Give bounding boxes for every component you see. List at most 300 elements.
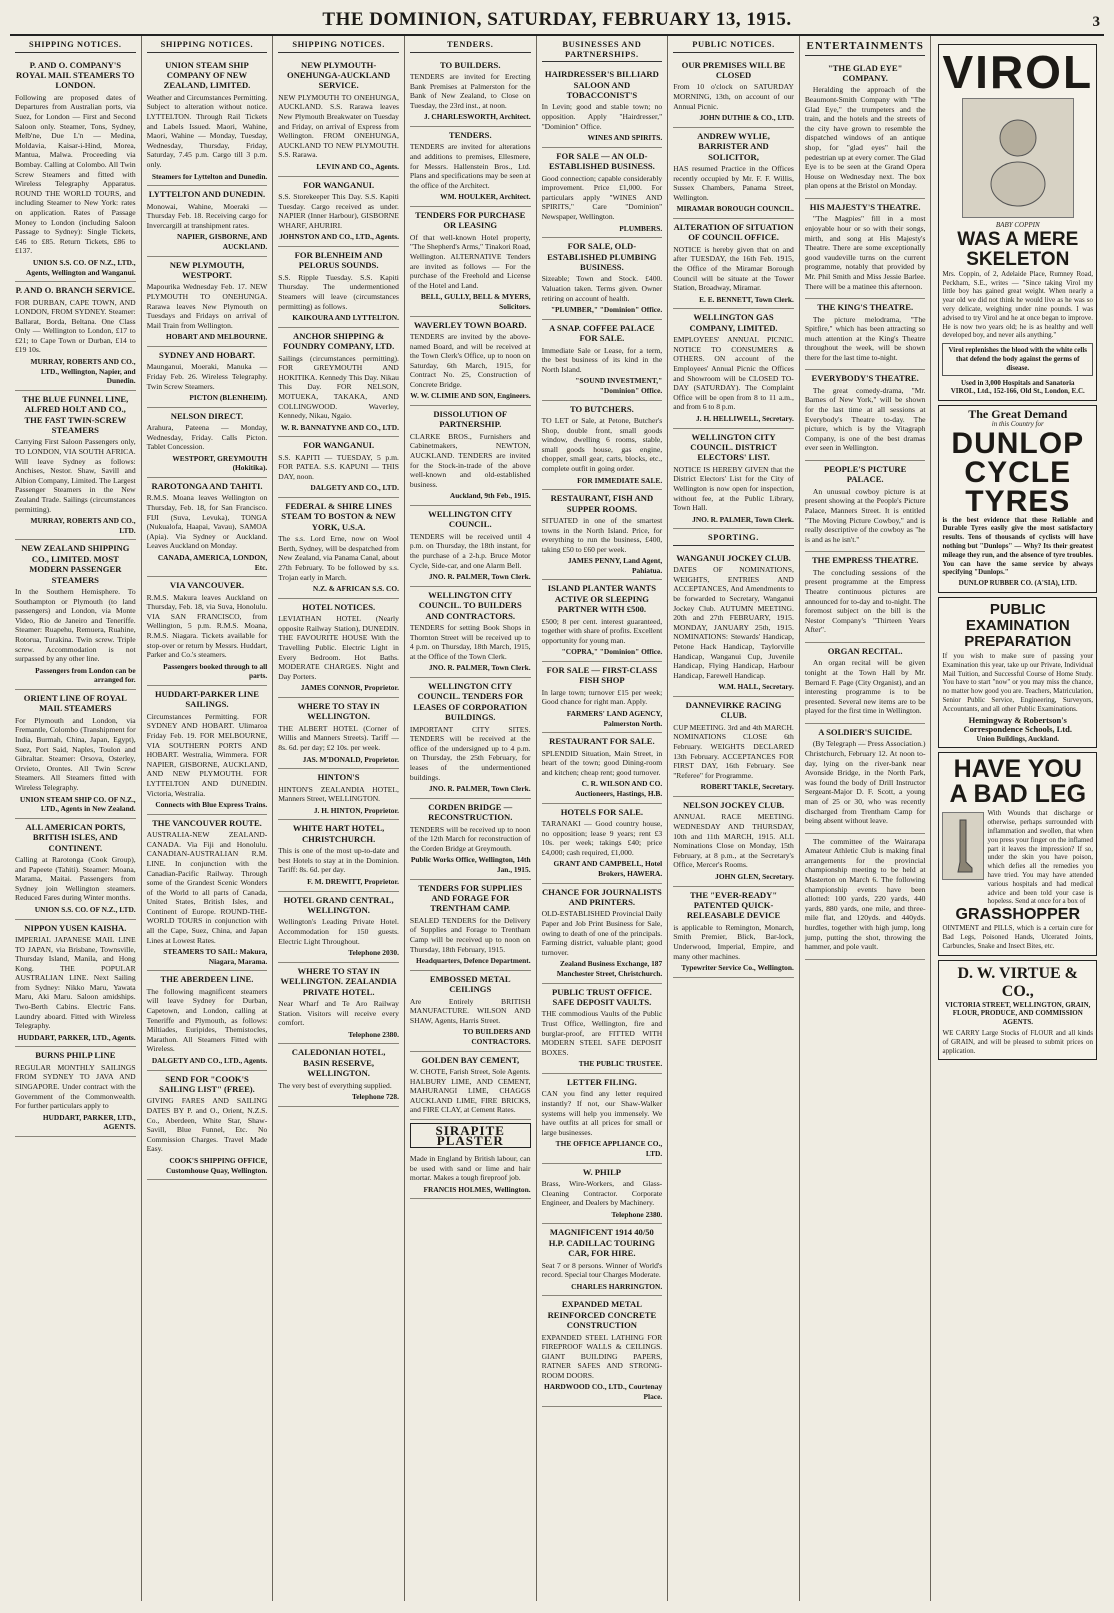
shipping-ad [147,57,268,187]
news-item [805,643,926,724]
virtue-text: VICTORIA STREET, WELLINGTON, GRAIN, FLOUR, PRODUCE, AND COMMISSION AGENTS. [945,1000,1091,1027]
ad-title: PUBLIC TRUST OFFICE. SAFE DEPOSIT VAULTS. [552,986,652,1007]
ad-title: W. PHILP [582,1166,622,1177]
ad-signature: Auckland, 9th Feb., 1915. [449,491,531,501]
shipping-ad [15,282,136,391]
dunlop-text: is the best evidence that these Reliable and Durable Tyres easily give the most satisfactory results. Tens of thousands of cyclists will have nothing but "Dunlops" — Why? Its their greatest mileage they run, and the absence of tyre troubles. You can have the same service by always specifying "Dunlops." [942,515,1094,577]
ad-text: Monowai, Wahine, Moeraki — Thursday Feb. 18. Receiving cargo for Invercargill at transhipment rates. [146,201,268,230]
sporting-notice [673,697,794,797]
business-ad [542,401,663,491]
ad-signature: JOHNSTON AND CO., LTD., Agents. [279,232,399,242]
news-item [805,834,926,960]
ad-title: EXPANDED METAL REINFORCED CONCRETE CONSTRUCTION [547,1299,657,1331]
ad-signature: JAMES PENNY, Land Agent, Pahiatua. [567,556,663,575]
ad-signature: Telephone 2380. [348,1029,399,1039]
item-heading: THE EMPRESS THEATRE. [811,555,919,566]
ad-title: WELLINGTON CITY COUNCIL. TO BUILDERS AND CONTRACTORS. [418,589,522,621]
ad-title: WELLINGTON CITY COUNCIL. DISTRICT ELECTORS' LIST. [690,431,777,463]
ad-title: CHANCE FOR JOURNALISTS AND PRINTERS. [541,886,662,907]
ad-signature: WM. HOULKER, Architect. [440,192,531,202]
ad-title: WELLINGTON CITY COUNCIL. TENDERS FOR LEASES OF CORPORATION BUILDINGS. [413,681,528,723]
virtue-note: WE CARRY Large Stocks of FLOUR and all kinds of GRAIN, and will be pleased to submit prices on application. [942,1029,1094,1055]
ad-title: FOR SALE, OLD-ESTABLISHED PLUMBING BUSINESS. [547,241,657,272]
column-header: SHIPPING NOTICES. [15,40,136,53]
item-heading: A SOLDIER'S SUICIDE. [818,726,913,737]
news-item [805,552,926,643]
ad-text: Wellington's Leading Private Hotel. Accommodation for 150 guests. Electric Light Throughout. [278,917,399,946]
ad-signature: W. W. CLIMIE AND SON, Engineers. [410,391,531,401]
ad-signature: ROBERT TAKLE, Secretary. [700,782,794,792]
public-notice [673,429,794,530]
ad-title: WHERE TO STAY IN WELLINGTON. [297,701,380,722]
item-text: An unusual cowboy picture is at present showing at the People's Picture Palace, Manners Street. It is entitled "The Moving Picture Cowboy," and is really descriptive of the cowboy as "he is and as he isn't." [804,486,926,544]
shipping-ad [147,1071,268,1181]
ad-signature: JOHN GLEN, Secretary. [715,871,794,881]
shipping-ad [147,478,268,577]
ad-text: The following magnificent steamers will leave Sydney for Durban, Capetown, and London, calling at Teneriffe and Plymouth, as follows: Miltiades, Euripides, Themistocles, Marathon. All Steamers Fitted with Wireless. [146,986,268,1054]
ad-signature: Passengers from London can be arranged for. [35,665,136,685]
business-ad [542,884,663,984]
ad-title: VIA VANCOUVER. [169,580,245,591]
shipping-ad [278,177,399,247]
item-heading: THE KING'S THEATRE. [817,302,914,313]
exam-address: Union Buildings, Auckland. [976,734,1060,743]
baby-photo-icon [962,98,1074,218]
ad-signature: WESTPORT, GREYMOUTH (Hokitika). [172,453,268,473]
ad-text: GIVING FARES AND SAILING DATES BY P. and O., Orient, N.Z.S. Co., Aberdeen, White Star, Shaw-Savill, Blue Funnel, Etc. No Commission Charges. Travel Made Easy. [146,1096,268,1154]
baby-illustration-icon [978,108,1058,208]
columns [10,36,1104,1601]
ad-title: P. AND O. BRANCH SERVICE. [15,285,136,296]
ad-title: LYTTELTON AND DUNEDIN. [148,189,266,200]
exam-ad [938,597,1097,749]
shipping-ad [147,971,268,1070]
ad-signature: CANADA, AMERICA, LONDON, Etc. [157,553,268,572]
tender-notice [410,880,531,971]
ad-signature: Zealand Business Exchange, 187 Manchester Street, Christchurch. [556,959,663,978]
ad-title: RESTAURANT, FISH AND SUPPER ROOMS. [550,493,654,514]
ad-text: TENDERS are invited for alterations and additions to premises, Ellesmere, for Messrs. Hallenstein Bros., Ltd. Plans and specifications may be seen at the office of the Architect. [409,142,531,190]
ad-title: TO BUTCHERS. [569,403,634,414]
ad-signature: HUDDART, PARKER, LTD., AGENTS. [42,1112,136,1132]
ad-signature: "SOUND INVESTMENT," "Dominion" Office. [575,376,663,395]
ad-text: CLARKE BROS., Furnishers and Cabinetmakers, NEWTON, AUCKLAND. TENDERS are invited for the Stock-in-trade of the above well-known and old-established business. [409,431,531,489]
ad-signature: PLUMBERS. [619,223,663,233]
tender-notice [410,1151,531,1199]
ad-signature: Telephone 2030. [348,948,399,958]
item-text: The picture melodrama, "The Spitfire," which has been attracting so much attention at the King's Theatre throughout the week, will be shown there for the last time to-night. [804,314,926,362]
ad-signature: Headquarters, Defence Department. [416,956,531,966]
column-public-notices [668,36,800,1601]
ad-text: THE commodious Vaults of the Public Trust Office, Wellington, fire and burglar-proof, are FITTED WITH MODERN STEEL SAFE DEPOSIT BOXES. [541,1009,663,1057]
exam-headline: PUBLIC EXAMINATION PREPARATION [964,600,1072,650]
ad-title: LETTER FILING. [567,1076,637,1087]
column-header: BUSINESSES AND PARTNERSHIPS. [542,40,663,62]
ad-text: TENDERS for setting Book Shops in Thornton Street will be received up to 4 p.m. on Thursday, 18th March, 1915, at the Office of the Town Clerk. [409,623,531,661]
ad-signature: UNION STEAM SHIP CO. OF N.Z., LTD., Agents in New Zealand. [19,794,136,814]
grasshopper-brand: GRASSHOPPER [955,906,1080,924]
ad-title: TO BUILDERS. [439,59,501,70]
ad-signature: JAMES CONNOR, Proprietor. [300,683,399,693]
sporting-notice [673,797,794,887]
hotel-ad [278,963,399,1045]
ad-signature: PICTON (BLENHEIM). [189,393,268,403]
ad-title: NEW ZEALAND SHIPPING CO., LIMITED. MOST MODERN PASSENGER STEAMERS [21,543,130,585]
ad-text: THE ALBERT HOTEL (Corner of Willis and Manners Streets). Tariff — 8s. 6d. per day; £2 10s. per week. [278,723,399,752]
shipping-ad [15,540,136,690]
dunlop-ad [938,405,1097,593]
ad-text: S.S. Ripple Tuesday. S.S. Kapiti Thursday. The undermentioned Steamers will leave (circumstances permitting) as follows. [278,272,399,311]
business-ad [542,733,663,803]
ad-signature: F. M. DREWITT, Proprietor. [307,876,399,886]
item-text: "The Magpies" fill in a most enjoyable hour or so with their songs, mirth, and song at His Majesty's Theatre. There are some exceptionally good vaudeville turns on the current programme, notably that provided by Mr. Phil Smith and Miss Jessie Barlee. There will be a matinee this afternoon. [804,214,926,291]
grasshopper-headline: HAVE YOU A BAD LEG [949,755,1087,809]
column-header: SHIPPING NOTICES. [147,40,268,53]
ad-text: Maunganui, Moeraki, Manuka — Friday Feb. 26. Wireless Telegraphy. Twin Screw Steamers. [146,362,268,391]
section-title: ENTERTAINMENTS [805,40,926,56]
ad-title: TENDERS FOR PURCHASE OR LEASING [415,209,526,231]
news-item [805,724,926,834]
ad-title: ANDREW WYLIE, BARRISTER AND SOLICITOR, [697,130,770,162]
item-heading: HIS MAJESTY'S THEATRE. [809,201,921,212]
ad-signature: JNO. R. PALMER, Town Clerk. [428,663,531,673]
dunlop-tyres: TYRES [965,484,1071,518]
ad-text: The s.s. Lord Erne, now on Wool Berth, Sydney, will be despatched from New Zealand, via Panama Canal, about 27th February. To be followed by s.s. Trojan early in March. [278,534,399,582]
shipping-ad [15,819,136,920]
ad-title: CALEDONIAN HOTEL, BASIN RESERVE, WELLINGTON. [291,1047,386,1079]
ad-title: HOTELS FOR SALE. [560,806,644,817]
ad-signature: Passengers booked through to all parts. [163,661,268,681]
hotel-ad [278,892,399,963]
column-tenders [405,36,537,1601]
business-ad [542,148,663,238]
ad-title: NEW PLYMOUTH-ONEHUNGA-AUCKLAND SERVICE. [287,59,391,91]
ad-title: THE ABERDEEN LINE. [160,974,254,985]
sporting-header: SPORTING. [673,533,794,546]
virtue-name: D. W. VIRTUE & CO., [957,964,1079,1000]
tender-notice [410,971,531,1052]
leg-icon [952,818,974,874]
ad-signature: LEVIN AND CO., Agents. [316,161,399,171]
shipping-ad [147,186,268,256]
ad-signature: W. R. BANNATYNE AND CO., LTD. [280,422,399,432]
shipping-ad [15,920,136,1048]
ad-title: HINTON'S [317,772,360,783]
news-item [805,60,926,199]
shipping-ad [147,577,268,686]
ad-text: Calling at Rarotonga (Cook Group), and Papeete (Tahiti). Steamer: Moana, Marama, Maitai. Passengers from Sydney join Wellington steamers. Reduced Fares during Winter months. [15,854,136,903]
tender-notice [410,506,531,587]
ad-text: R.M.S. Makura leaves Auckland on Thursday, Feb. 18, via Suva, Honolulu. VIA SAN FRANCISCO, from Wellington, 5 p.m. R.M.S. Moana, R.M.S. Niagara. Tickets available for stop-over or return by Messrs. Huddart, Parker and Co.'s steamers. [146,592,268,660]
shipping-ad [15,391,136,541]
ad-text: In Levin; good and stable town; no opposition. Apply "Hairdresser," "Dominion" Office. [541,102,663,131]
ad-title: WHITE HART HOTEL, CHRISTCHURCH. [292,823,385,844]
ad-title: WELLINGTON GAS COMPANY, LIMITED. [689,312,778,333]
tender-notice [410,678,531,799]
ad-title: NELSON DIRECT. [170,410,244,421]
column-shipping-hotels [273,36,405,1601]
ad-signature: KAIKOURA AND LYTTELTON. [292,313,399,323]
ad-text: NOTICE is hereby given that on and after TUESDAY, the 16th Feb. 1915, the Office of the Miramar Borough Council will be situate at the Tower Station, Broadway, Miramar. [673,244,794,293]
ad-title: UNION STEAM SHIP COMPANY OF NEW ZEALAND, LIMITED. [163,59,251,91]
ad-title: P. AND O. COMPANY'S ROYAL MAIL STEAMERS TO LONDON. [16,59,135,91]
sporting-notice [673,550,794,697]
ad-title: HOTEL NOTICES. [302,601,376,612]
ad-signature: UNION S.S. CO. OF N.Z., LTD. [34,904,136,914]
ad-signature: Connects with Blue Express Trains. [155,800,268,810]
ad-title: NEW PLYMOUTH, WESTPORT. [169,259,245,280]
public-notice [673,887,794,978]
item-heading: EVERYBODY'S THEATRE. [811,373,919,384]
ad-signature: FRANCIS HOLMES, Wellington. [423,1184,531,1194]
public-notice [673,309,794,428]
ad-signature: FARMERS' LAND AGENCY, Palmerston North. [566,709,663,728]
ad-text: TENDERS will be received up to noon of the 12th March for reconstruction of the Corden Bridge at Greymouth. [409,824,531,853]
column-display-ads [931,36,1104,1601]
ad-title: DISSOLUTION OF PARTNERSHIP. [433,409,508,430]
column-header: PUBLIC NOTICES. [673,40,794,53]
virol-brand: VIROL [942,46,1094,98]
ad-signature: UNION S.S. CO. OF N.Z., LTD., Agents, Wellington and Wanganui. [26,257,136,277]
ad-signature: J. CHARLESWORTH, Architect. [424,112,531,122]
item-text: An organ recital will be given tonight at the Town Hall by Mr. Bernard F. Page (City Organist), and an interesting programme is to be presented. Several new items are to be played for the first time in Wellington. [804,658,926,716]
hotel-ad [278,769,399,820]
ad-title: ALL AMERICAN PORTS, BRITISH ISLES, AND CONTINENT. [25,821,126,853]
column-entertainments [800,36,932,1601]
tender-notice [410,127,531,207]
ad-title: MAGNIFICENT 1914 40/50 H.P. CADILLAC TOURING CAR, FOR HIRE. [548,1227,656,1259]
ad-text: EMPLOYEES' ANNUAL PICNIC. NOTICE TO CONSUMERS & OTHERS. ON account of the Employees' Annual Picnic the Offices and Showroom will be CLOSED TO-DAY (SATURDAY). The Complaint Office will be open from 8 to 11 a.m., and from 6 to 8 p.m. [673,335,794,412]
ad-signature: STEAMERS TO SAIL: Makura, Niagara, Marama. [163,947,268,966]
virol-tagline: Virol replenishes the blood with the white cells that defend the body against the germs of disease. [942,343,1093,375]
ad-signature: THE PUBLIC TRUSTEE. [578,1059,663,1069]
ad-text: Made in England by British labour, can be used with sand or lime and hair mortar. Makes a tough fireproof job. [409,1154,531,1183]
ad-signature: NAPIER, GISBORNE, AND AUCKLAND. [176,232,268,251]
ad-text: Good connection; capable considerably improvement. Price £1,000. For particulars apply "WINES AND SPIRITS," Care "Dominion" Newspaper, Wellington. [541,173,663,221]
ad-title: SEND FOR "COOK'S SAILING LIST" (FREE). [159,1073,255,1094]
ad-text: Immediate Sale or Lease, for a term, the best business of its kind in the North Island. [541,345,663,374]
ad-text: SITUATED in one of the smartest towns in the North Island. Price, for everything to run the business, £400, taking £50 to £60 per week. [541,515,663,554]
ad-title: NELSON JOCKEY CLUB. [682,799,785,810]
ad-text: R.M.S. Moana leaves Wellington on Thursday, Feb. 18, for San Francisco. FIJI (Suva, Levuka), TONGA (Nukualofa, Haapai, Vavau), SAMOA (Apia). Via Sydney or Auckland. Leaves Auckland on Monday. [146,493,268,551]
ad-title: FOR BLENHEIM AND PELORUS SOUNDS. [294,249,383,271]
ad-text: EXPANDED STEEL LATHING FOR FIREPROOF WALLS & CEILINGS. GIANT BUILDING PAPERS, RATNER SAFES AND STRONG-ROOM DOORS. [541,1332,663,1380]
ad-signature: W.M. HALL, Secretary. [718,682,794,692]
tender-notice [410,207,531,317]
ad-text: W. CHOTE, Farish Street, Sole Agents. HALBURY LIME, AND CEMENT, MAHURANGI LIME, CHAGGS AUCKLAND LIME, FIRE BRICKS, and FIRE CLAY, at Cement Rates. [409,1066,531,1115]
ad-signature: THE OFFICE APPLIANCE CO., LTD. [555,1139,663,1158]
column-businesses [537,36,669,1601]
ad-signature: E. E. BENNETT, Town Clerk. [699,294,794,304]
ad-text: This is one of the most up-to-date and best Hotels to stay at in the Dominion. Tariff: 8s. 6d. per day. [278,846,399,875]
ad-signature: "PLUMBER," "Dominion" Office. [550,305,663,315]
ad-signature: MURRAY, ROBERTS AND CO., LTD. [30,516,136,535]
ad-signature: JNO. R. PALMER, Town Clerk. [428,784,531,794]
ad-title: ORIENT LINE OF ROYAL MAIL STEAMERS [23,692,127,714]
public-notice [673,57,794,128]
business-ad [542,238,663,320]
ad-text: HAS resumed Practice in the Offices recently occupied by Mr. F. F. Willis, Sussex Chambers, Panama Street, Wellington. [673,164,794,202]
dunlop-tag: DUNLOP RUBBER CO. (A'SIA), LTD. [958,579,1077,588]
ad-signature: J. H. HINTON, Proprietor. [313,805,399,815]
ad-text: FOR DURBAN, CAPE TOWN, AND LONDON, FROM SYDNEY. Steamer: Ballarat, Borda, Beltana. One Class Only — Wellington to London, £17 to £21; to Cape Town or Durban, £14 to £19 10s. [15,297,136,355]
hotel-ad [278,599,399,698]
ad-signature: WINES AND SPIRITS. [587,133,663,143]
ad-title: WANGANUI JOCKEY CLUB. [676,552,791,563]
ad-text: Sizeable; Town and Stock. £400. Valuation taken. Terms given. Owner retiring on account of health. [541,274,663,303]
ad-text: Weather and Circumstances Permitting. Subject to alteration without notice. LYTTELTON. Through Rail Tickets and Labels Issued. Maori, Wahine, Maori, Wahine — Monday, Tuesday, Wednesday, Thursday, Friday, Saturday, 7.45 p.m. Cargo till 3 p.m. only. [146,92,268,169]
business-ad [542,66,663,148]
ad-title: FOR WANGANUI. [303,179,375,190]
shipping-ad [147,408,268,478]
ad-text: Circumstances Permitting. FOR SYDNEY AND HOBART. Ulimaroa Friday Feb. 19. FOR MELBOURNE, VIA SOUTHERN PORTS AND HOBART. Westralia, Wimmera. FOR NAPIER, GISBORNE, AUCKLAND, AND NEW PLYMOUTH. FOR LYTTELTON AND DUNEDIN. Victoria, Westralia. [146,711,268,798]
ad-text: OLD-ESTABLISHED Provincial Daily Paper and Job Print Business for Sale, owing to death of one of the principals. Farming district, valuable plant; good turnover. [541,909,663,957]
business-ad [542,320,663,401]
shipping-ad [278,57,399,177]
ad-text: DATES OF NOMINATIONS, WEIGHTS, ENTRIES AND ACCEPTANCES, And Amendments to be forwarded to Secretary, Wanganui Jockey Club. AUTUMN MEETING. 20th and 27th FEBRUARY, 1915. MONDAY, JANUARY 25th, 1915. NOMINATIONS: Stewards' Handicap, Petone Hack Handicap, Taylorville Handicap, Wanganui Cup, Juvenile Handicap, Flying Handicap, Harbour Handicap, Farewell Handicap. [673,565,794,680]
grasshopper-sub: OINTMENT and PILLS, which is a certain cure for Bad Legs, Poisoned Hands, Ulcerated Joints, Carbuncles, Snake and Insect Bites, etc. [942,924,1094,950]
grasshopper-text: With Wounds that discharge or otherwise, perhaps surrounded with inflammation and swollen, that when you press your finger on the inflamed part it leaves the impression? If so, under the skin you have poison, which defies all the remedies you have tried. You may have attended various hospitals and had medical advice and been told your case is hopeless. Send at once for a box of [987,809,1094,906]
ad-text: AUSTRALIA-NEW ZEALAND-CANADA. Via Fiji and Honolulu. CANADIAN-AUSTRALIAN R.M. LINE. In conjunction with the Canadian-Pacific Railway. Through some of the Grandest Scenic Wonders of the World to all parts of Canada, United States, British Isles, and Continent of Europe. ROUND-THE-WORLD TOURS in conjunction with all the Cape, Suez, China, and Japan Lines at Lowest Rates. [146,830,268,945]
ad-title: THE BLUE FUNNEL LINE, ALFRED HOLT AND CO., THE FAST TWIN-SCREW STEAMERS [22,393,129,436]
virol-headline: WAS A MERE SKELETON [957,228,1079,270]
ad-signature: J. H. HELLIWELL, Secretary. [696,413,794,423]
ad-text: HINTON'S ZEALANDIA HOTEL, Manners Street, WELLINGTON. [278,784,399,804]
ad-text: TENDERS are invited for Erecting Bank Premises at Palmerston for the Bank of New Zealand, to Close on Tuesday, the 23rd inst., at noon. [409,72,531,110]
ad-text: £500; 8 per cent. interest guaranteed, together with share of profits. Excellent opportunity for young man. [541,616,663,645]
ad-signature: COOK'S SHIPPING OFFICE, Customhouse Quay, Wellington. [165,1155,268,1175]
item-heading: PEOPLE'S PICTURE PALACE. [823,464,907,485]
shipping-ad [278,437,399,498]
ad-signature: FOR IMMEDIATE SALE. [577,475,663,485]
dunlop-lead2: in this Country for [991,419,1044,428]
ad-title: OUR PREMISES WILL BE CLOSED [681,59,786,80]
ad-title: DANNEVIRKE RACING CLUB. [685,700,782,721]
ad-text: SPLENDID Situation, Main Street, in heart of the town; good Dining-room and kitchen; cheap rent; good turnover. [541,748,663,777]
ad-title: ISLAND PLANTER WANTS ACTIVE OR SLEEPING PARTNER WITH £500. [547,583,656,615]
business-ad [542,984,663,1074]
tender-notice [410,317,531,407]
ad-text: TENDERS will be received until 4 p.m. on Thursday, the 18th instant, for the purchase of a 2-h.p. Bruce Motor Cycle, Side-car, and one Alarm Bell. [409,531,531,570]
ad-text: REGULAR MONTHLY SAILINGS FROM SYDNEY TO JAVA AND SINGAPORE. Under contract with the Government of the Commonwealth. For further particulars apply to [15,1062,136,1111]
ad-signature: "COPRA," "Dominion" Office. [561,647,663,657]
ad-title: FEDERAL & SHIRE LINES STEAM TO BOSTON & NEW YORK, U.S.A. [281,501,396,532]
ad-title: THE "EVER-READY" PATENTED QUICK-RELEASABLE DEVICE [686,889,781,921]
ad-text: For Plymouth and London, via Fremantle, Colombo (Transhipment for India, Burmah, China, Japan, Egypt), Suez, Port Said, Naples, Toulon and Gibraltar. Steamer: Orsova, Osterley, Orvieto, Orontes. All Twin Screw Steamers. All Steamers fitted with Wireless Telegraphy. [15,715,136,792]
leg-illustration-icon [942,812,984,880]
business-ad [542,1074,663,1164]
item-text: The committee of the Wairarapa Amateur Athletic Club is making final arrangements for the provincial championship meeting to be held at Masterton on March 6. The following championship events have been allotted: 100 yards, 220 yards, 440 yards, 880 yards, one mile, and three-mile flat, and 120yds. and 440yds. hurdles, together with high jump, long jump, putting the shot, throwing the hammer, and pole vault. [804,836,926,952]
hotel-ad [278,698,399,769]
ad-signature: DALGETY AND CO., LTD. [310,483,399,493]
ad-signature: JAS. M'DONALD, Proprietor. [302,754,399,764]
ad-text: Are Entirely BRITISH MANUFACTURE. WILSON AND SHAW, Agents, Harris Street. [409,996,531,1025]
ad-text: Near Wharf and Te Aro Railway Station. Visitors will receive every comfort. [278,998,399,1028]
ad-signature: BELL, GULLY, BELL & MYERS, Solicitors. [420,292,531,311]
ad-text: IMPORTANT CITY SITES. TENDERS will be received at the office of the undersigned up to 4 p.m. on Thursday, the 25th February, for leases of the undermentioned buildings. [409,724,531,782]
ad-title: RESTAURANT FOR SALE. [549,736,655,747]
ad-title: BURNS PHILP LINE [35,1050,116,1061]
tender-notice [410,57,531,127]
ad-title: ALTERATION OF SITUATION OF COUNCIL OFFICE. [673,221,794,243]
ad-text: ANNUAL RACE MEETING. WEDNESDAY AND THURSDAY, 10th and 11th MARCH, 1915. ALL Nominations Close on Monday, 15th February, at 8 p.m., at the Secretary's Office, Mercer's Rooms. [673,812,794,870]
sirapite-banner: SIRAPITE PLASTER [410,1123,531,1148]
ad-title: FOR SALE — FIRST-CLASS FISH SHOP [546,665,658,686]
ad-text: CAN you find any letter required instantly? If not, our Shaw-Walker systems will help you immensely. We have outfits at all prices for small or large businesses. [541,1089,663,1137]
shipping-ad [278,498,399,599]
ad-text: In the Southern Hemisphere. To Southampton or Plymouth (to land passengers) and London, via Monte Video, Rio de Janeiro and Teneriffe. Steamer: Ruapehu, Remuera, Ruahine, Rotorua, Turakina. Twin screw. Triple screw. Accommodation is not surpassed by any other line. [15,587,136,664]
ad-title: SYDNEY AND HOBART. [159,349,255,360]
exam-text: If you wish to make sure of passing your Examination this year, take up our Private, Individual Mail Tuition, and Successful Course of Home Study. You have to start "now" or you may miss the chance, no matter how good you are. Teachers, Matriculation, Senior Public Service, Engineering, Surveyors, Accountants, and all other Public Examinations. [942,651,1094,713]
column-header: TENDERS. [410,40,531,53]
ad-text: S.S. Storekeeper This Day. S.S. Kapiti Tuesday. Cargo received as under. NAPIER (Inner Harbour), GISBORNE WHARF, AHURIRI. [278,191,399,230]
tender-notice [410,799,531,880]
ad-text: IMPERIAL JAPANESE MAIL LINE TO JAPAN, via Brisbane, Townsville, Thursday Island, Manila, and Hong Kong. THE POPULAR AUSTRALIAN LINE. Next Sailing from Sydney: Nikko Maru, Yawata Maru, Aki Maru. Saloon amidships. Two-Berth Cabins. Electric Fans. Laundry aboard. Fitted with Wireless Telegraphy. [15,934,136,1031]
shipping-ad [278,247,399,328]
ad-text: TO LET or Sale, at Petone, Butcher's Shop, double front, small goods window, dwelling 6 rooms, stable, small goods house, gas engine, chopper, small gear, carts, blocks, etc., complete outfit in going order. [541,415,663,473]
ad-text: is applicable to Remington, Monarch, Smith Premier, Blick, Bar-lock, Underwood, Imperial, Empire, and many other machines. [673,922,794,961]
ad-signature: Steamers for Lyttelton and Dunedin. [151,171,268,181]
ad-signature: N.Z. & AFRICAN S.S. CO. [312,584,399,594]
business-ad [542,662,663,733]
public-notice [673,219,794,309]
ad-text: Arahura, Pateena — Monday, Wednesday, Friday. Calls Picton. Tablet Concession. [146,423,268,452]
ad-signature: HUDDART, PARKER, LTD., Agents. [17,1032,136,1042]
ad-title: WELLINGTON CITY COUNCIL. [428,509,513,530]
newspaper-title: THE DOMINION, SATURDAY, FEBRUARY 13, 1915. [322,9,792,30]
shipping-ad [147,347,268,408]
ad-signature: GRANT AND CAMPBELL, Hotel Brokers, HAWERA. [553,859,663,878]
business-ad [542,1224,663,1296]
ad-text: Sailings (circumstances permitting). FOR GREYMOUTH AND HOKITIKA. Kennedy This Day. Nikau This Day. FOR NELSON, MOTUEKA, TAKAKA, AND COLLINGWOOD. Waverley, Kennedy, Nikau, Ngaio. [278,353,399,421]
business-ad [542,490,663,580]
ad-text: CUP MEETING. 3rd and 4th MARCH. NOMINATIONS CLOSE 6th February. WEIGHTS DECLARED 13th February. ACCEPTANCES FOR FIRST DAY, 16th February. See "Referee" for Programme. [673,722,794,780]
news-item [805,299,926,370]
shipping-ad [147,686,268,815]
ad-signature: Typewriter Service Co., Wellington. [681,963,794,973]
ad-text: TARANAKI — Good country house, no opposition; lease 9 years; rent £3 10s. per week; takings £40; price £4,000; cash required, £1,000. [541,819,663,857]
grasshopper-ad [938,752,1097,955]
ad-title: GOLDEN BAY CEMENT, [421,1054,520,1065]
business-ad [542,1164,663,1225]
ad-title: A SNAP. COFFEE PALACE FOR SALE. [549,322,655,344]
dunlop-brand: DUNLOP [951,426,1085,460]
virol-text: Mrs. Coppin, of 2, Adelaide Place, Rumney Road, Peckham, S.E., writes — "Since taking Virol my little boy has gained great weight. When nearly a year old we did not think he would live as he was so very delicate, weighing under nine pounds. I was advised to try Virol and he at once began to improve. He is now two years old; he is as healthy and well developed boy, and never ails anything." [942,269,1094,340]
virol-maker: VIROL, Ltd., 152-166, Old St., London, E.C. [950,387,1085,396]
ad-title: WHERE TO STAY IN WELLINGTON. ZEALANDIA PRIVATE HOTEL. [280,965,397,997]
ad-signature: HOBART AND MELBOURNE. [166,332,268,342]
ad-title: HUDDART-PARKER LINE SAILINGS. [154,688,259,710]
ad-text: Seat 7 or 8 persons. Winner of World's record. Special tour Charges Moderate. [541,1260,663,1280]
public-notice [673,128,794,219]
ad-title: HOTEL GRAND CENTRAL, WELLINGTON. [283,894,394,915]
ad-signature: Public Works Office, Wellington, 14th Jan., 1915. [410,855,531,874]
ad-text: NOTICE IS HEREBY GIVEN that the District Electors' List for the City of Wellington is now open for inspection, without fee, at the Public Library, Town Hall. [673,464,794,513]
tender-notice [410,406,531,506]
ad-title: TENDERS FOR SUPPLIES AND FORAGE FOR TRENTHAM CAMP. [418,882,523,914]
tender-notice [410,1052,531,1120]
ad-signature: JOHN DUTHIE & CO., LTD. [699,113,794,123]
ad-signature: MURRAY, ROBERTS AND CO., LTD., Wellington, Napier, and Dunedin. [30,357,136,386]
page-number: 3 [1092,14,1100,30]
shipping-ad [15,57,136,283]
ad-title: WAVERLEY TOWN BOARD. [413,319,527,330]
ad-title: HAIRDRESSER'S BILLIARD SALOON AND TOBACCONIST'S [544,69,659,100]
ad-title: RAROTONGA AND TAHITI. [151,481,263,492]
ad-text: Of that well-known Hotel property, "The Shepherd's Arms," Tinakori Road, Wellington. ALTERNATIVE Tenders are invited as follows — For the purchase of the Freehold and License of the Hotel and Land. [409,232,531,290]
ad-text: Brass, Wire-Workers, and Glass-Cleaning Contractor. Corporate Engineer, and Dealers by Machinery. [541,1178,663,1208]
ad-signature: Telephone 728. [351,1092,399,1102]
